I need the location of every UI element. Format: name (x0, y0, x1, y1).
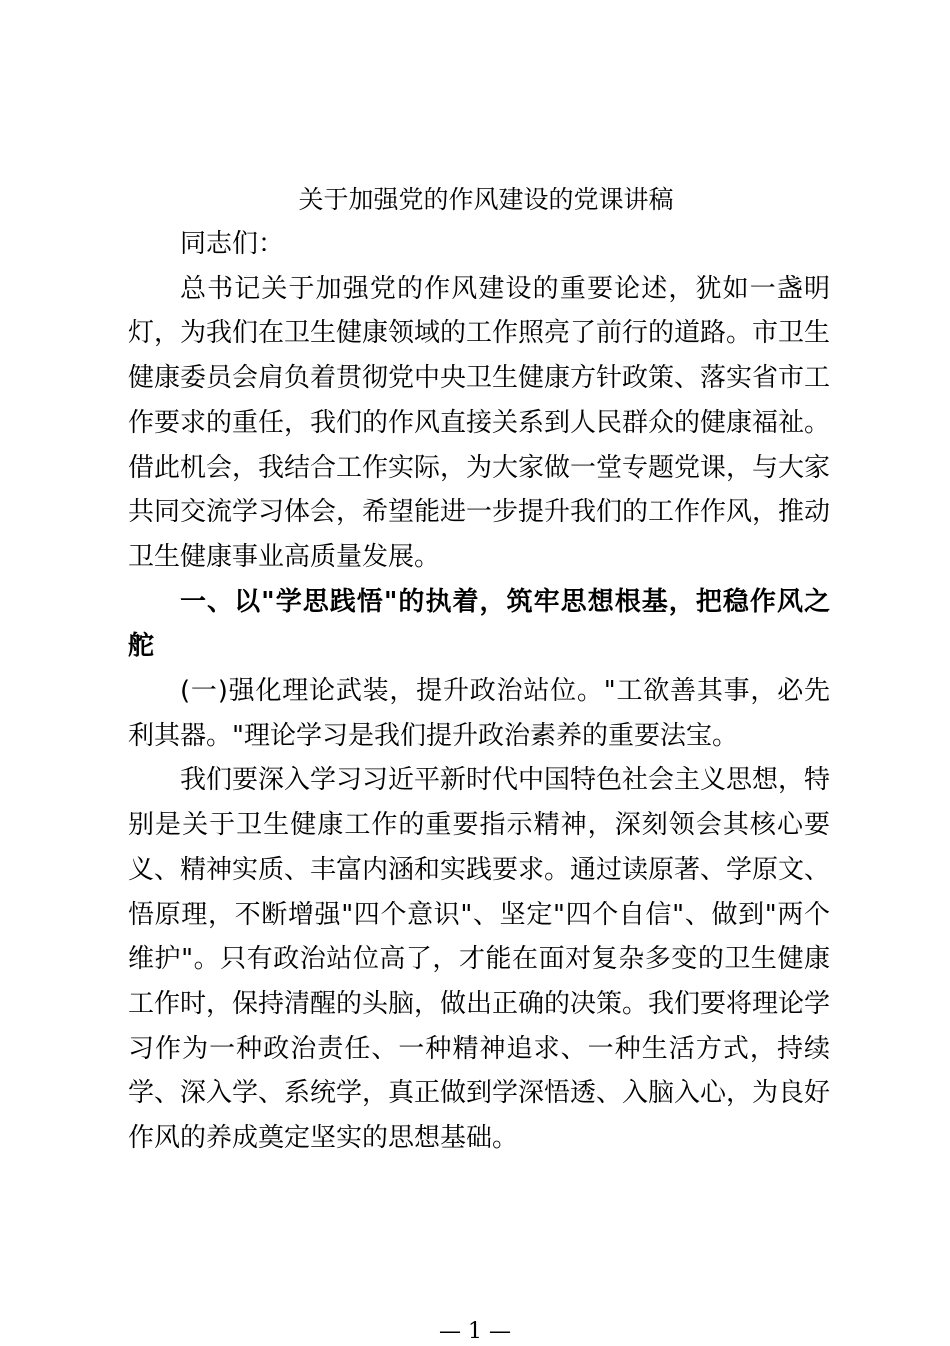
salutation: 同志们： (180, 229, 285, 259)
section-heading-1: 一、以"学思践悟"的执着，筑牢思想根基，把稳作风之舵 (128, 586, 830, 662)
paragraph-body: 我们要深入学习习近平新时代中国特色社会主义思想，特别是关于卫生健康工作的重要指示精神，深刻领会其核心要义、精神实质、丰富内涵和实践要求。通过读原著、学原文、悟原理，不断增强"四个意识"、坚定"四个自信"、做到"两个维护"。只有政治站位高了，才能在面对复杂多变的卫生健康工作时，保持清醒的头脑，做出正确的决策。我们要将理论学习作为一种政治责任、一种精神追求、一种生活方式，持续学、深入学、系统学，真正做到学深悟透、入脑入心，为良好作风的养成奠定坚实的思想基础。 (128, 765, 831, 1154)
document-body (128, 178, 830, 1161)
document-title: 关于加强党的作风建设的党课讲稿 (298, 185, 674, 214)
subsection-heading-1: (一)强化理论武装，提升政治站位。"工欲善其事，必先利其器。"理论学习是我们提升政治素养的重要法宝。 (128, 676, 830, 751)
paragraph-intro: 总书记关于加强党的作风建设的重要论述，犹如一盏明灯，为我们在卫生健康领域的工作照亮了前行的道路。市卫生健康委员会肩负着贯彻党中央卫生健康方针政策、落实省市工作要求的重任，我们的作风直接关系到人民群众的健康福祉。借此机会，我结合工作实际，为大家做一堂专题党课，与大家共同交流学习体会，希望能进一步提升我们的工作作风，推动卫生健康事业高质量发展。 (128, 273, 831, 572)
page-number: — 1 — (439, 1319, 511, 1344)
